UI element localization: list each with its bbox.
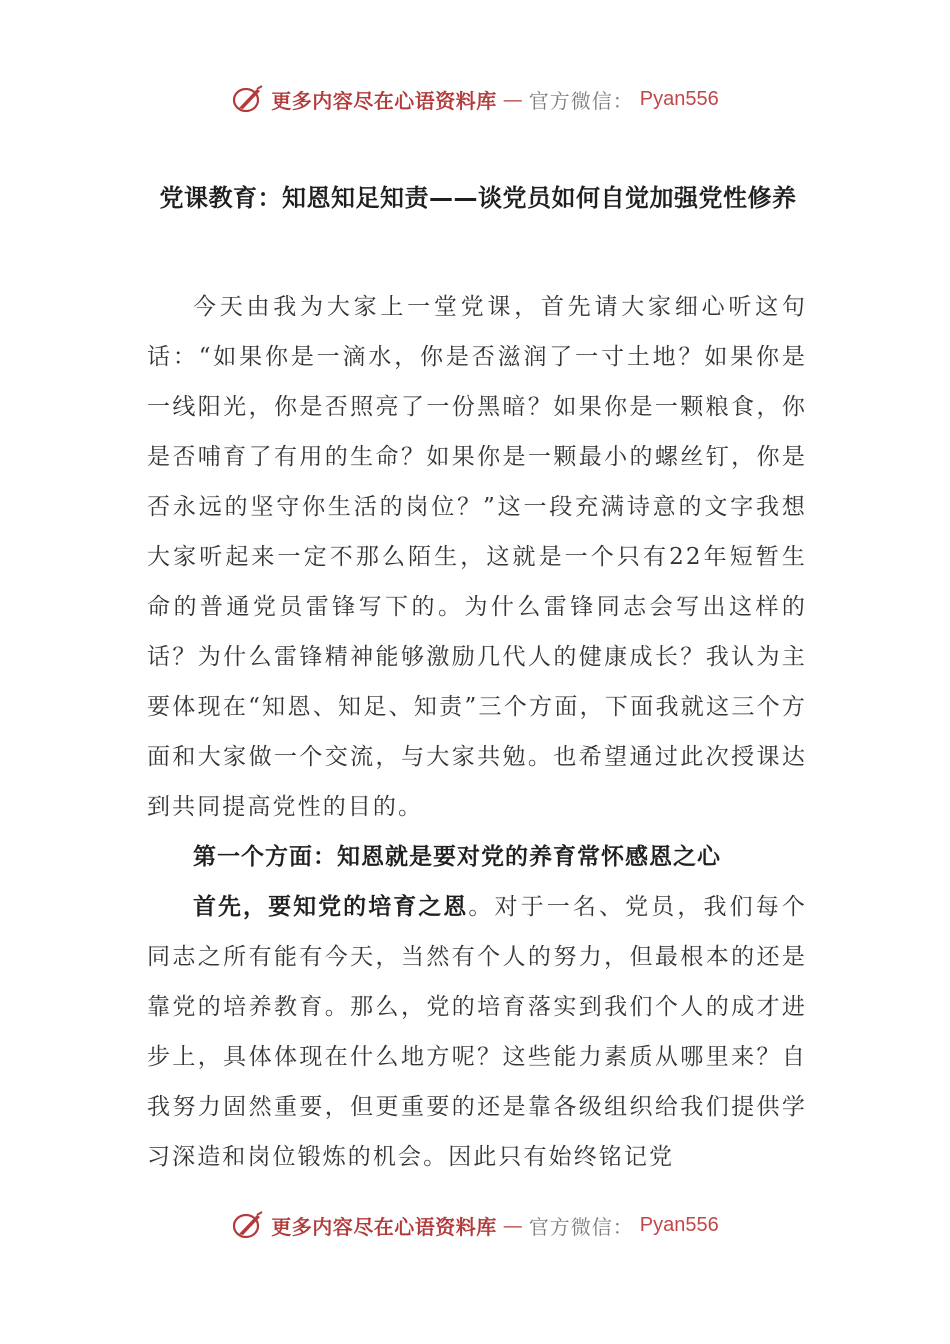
section-paragraph	[147, 882, 807, 1182]
banner-wechat-label: 官方微信：	[528, 1214, 634, 1239]
banner-title: 更多内容尽在心语资料库	[271, 88, 497, 113]
paragraph-body: 。对于一名、党员，我们每个同志之所有能有今天，当然有个人的努力，但最根本的还是靠党的培养教育。那么，党的培育落实到我们个人的成才进步上，具体体现在什么地方呢？这些能力素质从哪里来？自我努力固然重要，但更重要的还是靠各级组织给我们提供学习深造和岗位锻炼的机会。因此只有始终铭记党	[147, 894, 808, 1170]
document-body	[147, 282, 807, 1182]
quill-pen-logo-icon	[231, 84, 265, 114]
banner-wechat-label: 官方微信：	[528, 88, 634, 113]
footer-banner	[0, 1210, 950, 1240]
banner-dash: —	[502, 87, 523, 111]
paragraph-lead: 首先，要知党的培育之恩	[193, 894, 469, 920]
header-banner	[0, 84, 950, 114]
section-heading: 第一个方面：知恩就是要对党的养育常怀感恩之心	[193, 844, 721, 870]
document-title: 党课教育：知恩知足知责——谈党员如何自觉加强党性修养	[159, 184, 797, 212]
banner-wechat-id: Pyan556	[639, 87, 719, 110]
quill-pen-logo-icon	[231, 1210, 265, 1240]
banner-dash: —	[502, 1213, 523, 1237]
banner-wechat-id: Pyan556	[639, 1213, 719, 1236]
banner-title: 更多内容尽在心语资料库	[271, 1214, 497, 1239]
intro-paragraph: 今天由我为大家上一堂党课，首先请大家细心听这句话：“如果你是一滴水，你是否滋润了一寸土地？如果你是一线阳光，你是否照亮了一份黑暗？如果你是一颗粮食，你是否哺育了有用的生命？如果你是一颗最小的螺丝钉，你是否永远的坚守你生活的岗位？”这一段充满诗意的文字我想大家听起来一定不那么陌生，这就是一个只有22年短暂生命的普通党员雷锋写下的。为什么雷锋同志会写出这样的话？为什么雷锋精神能够激励几代人的健康成长？我认为主要体现在“知恩、知足、知责”三个方面，下面我就这三个方面和大家做一个交流，与大家共勉。也希望通过此次授课达到共同提高党性的目的。	[147, 294, 807, 820]
